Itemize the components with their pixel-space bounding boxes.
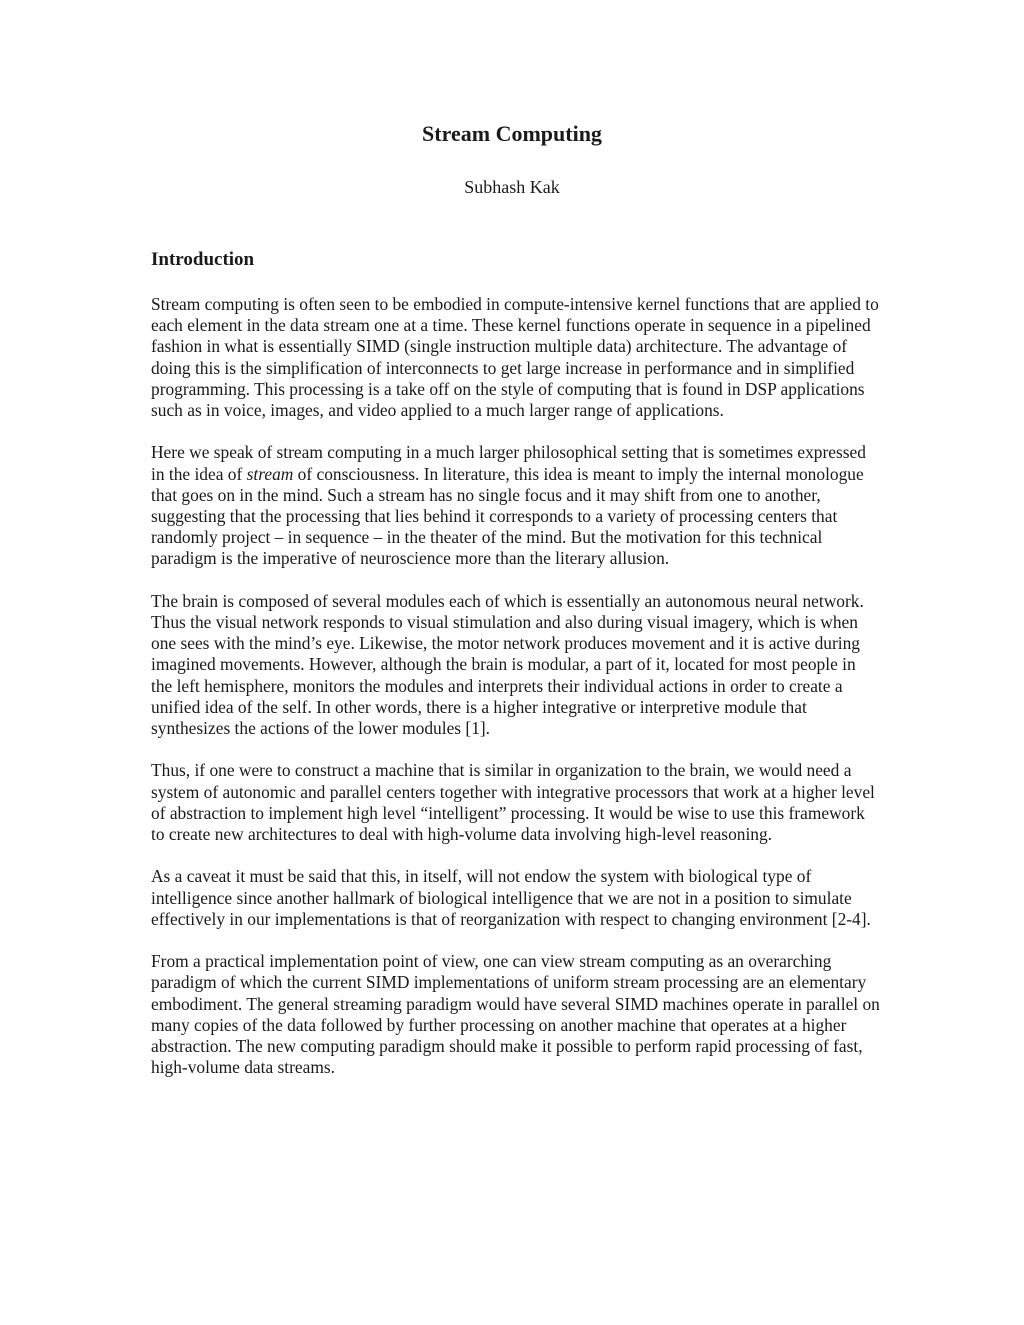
- paragraph-2: [151, 442, 881, 569]
- paragraph-2-text-after: of consciousness. In literature, this idea is meant to imply the internal monologue that goes on in the mind. Such a stream has no single focus and it may shift from one to another, suggesting that the processing that lies behind it corresponds to a variety of processing centers that randomly project – in sequence – in the theater of the mind. But the motivation for this technical paradigm is the imperative of neuroscience more than the literary allusion.: [151, 463, 864, 569]
- paragraph-2-text-before: Here we speak of stream computing in a much larger philosophical setting that is sometimes expressed in the idea of: [151, 442, 866, 484]
- paragraph-5: As a caveat it must be said that this, in itself, will not endow the system with biological type of intelligence since another hallmark of biological intelligence that we are not in a position to simulate effectively in our implementations is that of reorganization with respect to changing environment [2-4].: [151, 866, 871, 929]
- paragraph-3: The brain is composed of several modules each of which is essentially an autonomous neural network. Thus the visual network responds to visual stimulation and also during visual imagery, which is when one sees with the mind’s eye. Likewise, the motor network produces movement and it is active during imagined movements. However, although the brain is modular, a part of it, located for most people in the left hemisphere, monitors the modules and interprets their individual actions in order to create a unified idea of the self. In other words, there is a higher integrative or interpretive module that synthesizes the actions of the lower modules [1].: [151, 590, 864, 739]
- paper-title: Stream Computing: [422, 121, 602, 146]
- paragraph-4: Thus, if one were to construct a machine that is similar in organization to the brain, we would need a system of autonomic and parallel centers together with integrative processors that work at a higher level of abstraction to implement high level “intelligent” processing. It would be wise to use this framework to create new architectures to deal with high-volume data involving high-level reasoning.: [151, 760, 875, 845]
- author-name: Subhash Kak: [464, 177, 560, 197]
- paragraph-6: From a practical implementation point of view, one can view stream computing as an overarching paradigm of which the current SIMD implementations of uniform stream processing are an elementary embodiment. The general streaming paradigm would have several SIMD machines operate in parallel on many copies of the data followed by further processing on another machine that operates at a higher abstraction. The new computing paradigm should make it possible to perform rapid processing of fast, high-volume data streams.: [151, 951, 880, 1078]
- paragraph-1: Stream computing is often seen to be embodied in compute-intensive kernel functions that are applied to each element in the data stream one at a time. These kernel functions operate in sequence in a pipelined fashion in what is essentially SIMD (single instruction multiple data) architecture. The advantage of doing this is the simplification of interconnects to get large increase in performance and in simplified programming. This processing is a take off on the style of computing that is found in DSP applications such as in voice, images, and video applied to a much larger range of applications.: [151, 294, 879, 421]
- paragraph-2-italic-word: stream: [246, 463, 294, 484]
- section-heading-introduction: Introduction: [151, 249, 255, 270]
- body-text: [151, 294, 881, 1078]
